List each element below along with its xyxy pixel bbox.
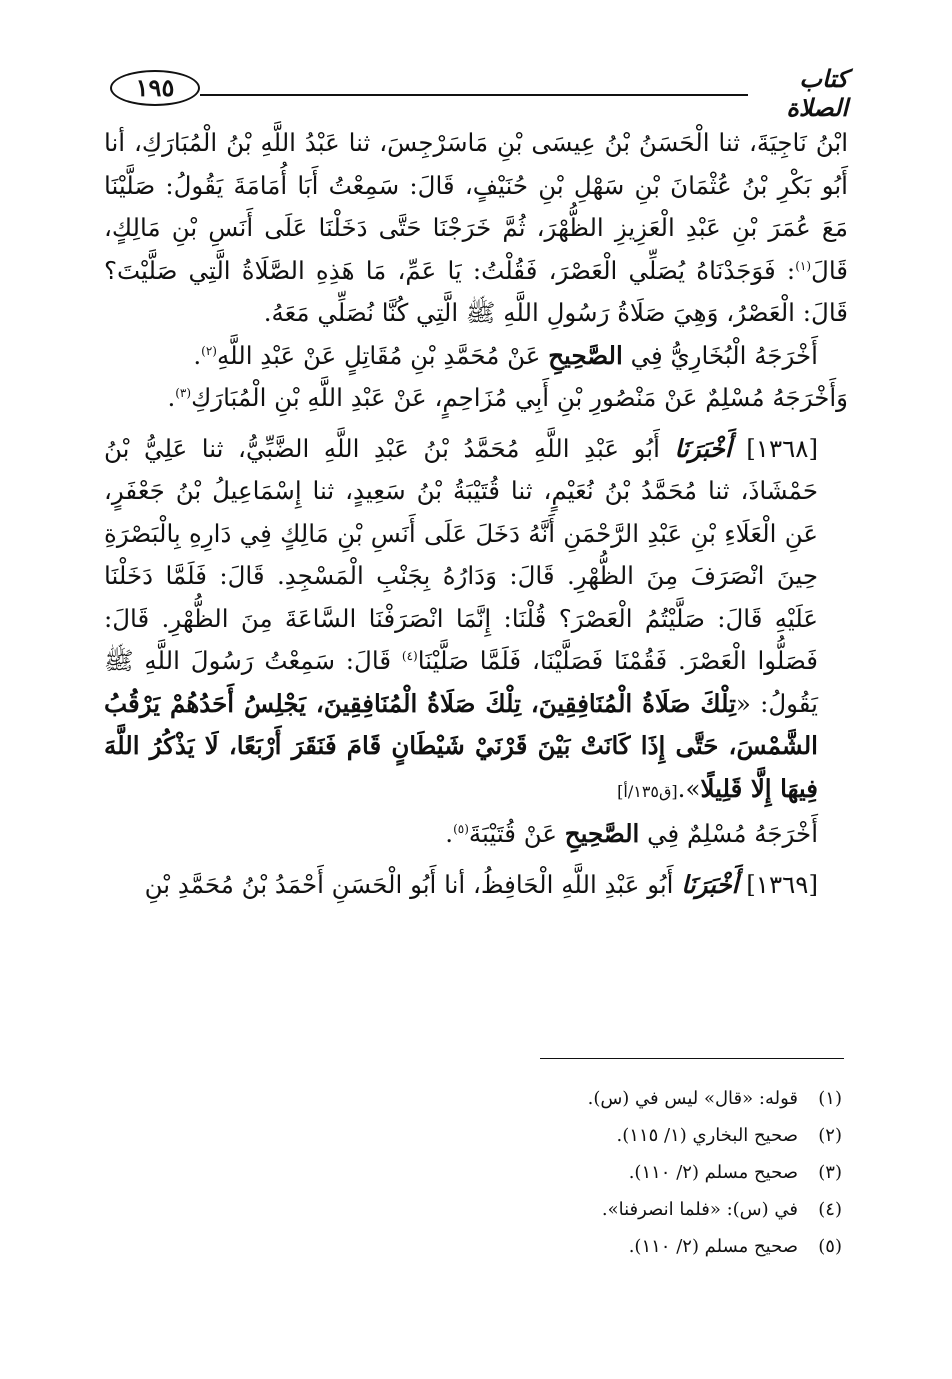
footnote-ref-5[interactable]: (٥): [453, 821, 469, 836]
footnote-4: (٤)في (س): «فلما انصرفنا».: [601, 1199, 842, 1220]
akhbarana-label: أَخْبَرَنَا: [681, 869, 739, 899]
takhrij-muslim: وَأَخْرَجَهُ مُسْلِمٌ عَنْ مَنْصُورِ بْنِ أَبِي مُزَاحِمٍ، عَنْ عَبْدِ اللَّهِ بْنِ الْمُبَارَكِ$^{(٣)}$.: [167, 383, 848, 412]
sahih-title: الصَّحِيحِ: [548, 340, 623, 370]
paragraph-isnad-1: ابْنُ نَاجِيَةَ، ثنا الْحَسَنُ بْنُ عِيسَى بْنِ مَاسَرْجِسَ، ثنا عَبْدُ اللَّهِ بْنُ الْمُبَارَكِ، أنا أَبُو بَكْرِ بْنُ عُثْمَانَ بْنِ سَهْلِ بْنِ حُنَيْفٍ، قَالَ: سَمِعْتُ أَبَا أُمَامَةَ يَقُولُ: صَلَّيْنَا مَعَ عُمَرَ بْنِ عَبْدِ الْعَزِيزِ الظُّهْرَ، ثُمَّ خَرَجْنَا حَتَّى دَخَلْنَا عَلَى أَنَسِ بْنِ مَالِكٍ، قَالَ$^{(١)}$: فَوَجَدْنَاهُ يُصَلِّي الْعَصْرَ، فَقُلْتُ: يَا عَمِّ، مَا هَذِهِ الصَّلَاةُ الَّتِي صَلَّيْتَ؟ قَالَ: الْعَصْرُ، وَهِيَ صَلَاةُ رَسُولِ اللَّهِ ﷺ الَّتِي كُنَّا نُصَلِّي مَعَهُ.: [104, 128, 848, 327]
footnote-ref-1[interactable]: (١): [795, 258, 812, 273]
hadith-number: [١٣٦٨]: [746, 433, 818, 463]
page-header: [100, 64, 848, 122]
header-rule: [200, 94, 748, 96]
prophetic-quote: تِلْكَ صَلَاةُ الْمُنَافِقِينَ، تِلْكَ صَلَاةُ الْمُنَافِقِينَ، يَجْلِسُ أَحَدُهُمْ يَرْقُبُ الشَّمْسَ، حَتَّى إِذَا كَانَتْ بَيْنَ قَرْنَيْ شَيْطَانٍ قَامَ فَنَقَرَ أَرْبَعًا، لَا يَذْكُرُ اللَّهَ فِيهَا إِلَّا قَلِيلًا: [104, 688, 818, 803]
hadith-number: [١٣٦٩]: [746, 869, 818, 899]
footnote-3: (٣)صحيح مسلم (٢/ ١١٠).: [628, 1162, 842, 1183]
footnote-5: (٥)صحيح مسلم (٢/ ١١٠).: [628, 1236, 842, 1257]
manuscript-folio-marker: [ق١٣٥/أ]: [617, 781, 678, 801]
akhbarana-label: أَخْبَرَنَا: [674, 433, 732, 463]
running-head-title: كتاب الصلاة: [786, 64, 848, 122]
footnotes: [402, 1080, 842, 1265]
footnote-2: (٢)صحيح البخاري (١/ ١١٥).: [616, 1125, 842, 1146]
takhrij-bukhari: أَخْرَجَهُ الْبُخَارِيُّ فِي الصَّحِيحِ عَنْ مُحَمَّدِ بْنِ مُقَاتِلٍ عَنْ عَبْدِ اللَّهِ$^{(٢)}$.: [193, 340, 818, 370]
sahih-title: الصَّحِيحِ: [564, 819, 640, 848]
hadith-1369: [١٣٦٩] أَخْبَرَنَا أَبُو عَبْدِ اللَّهِ الْحَافِظُ، أنا أَبُو الْحَسَنِ أَحْمَدُ بْنُ مُحَمَّدِ بْنِ: [144, 869, 818, 899]
takhrij-muslim-2: أَخْرَجَهُ مُسْلِمٌ فِي الصَّحِيحِ عَنْ قُتَيْبَةَ$^{(٥)}$.: [445, 819, 818, 848]
footnote-ref-2[interactable]: (٢): [201, 343, 217, 358]
footnote-1: (١)قوله: «قال» ليس في (س).: [587, 1088, 842, 1109]
page-number: ١٩٥: [110, 70, 200, 106]
main-text: [104, 122, 848, 906]
footnote-ref-3[interactable]: (٣): [175, 385, 192, 400]
hadith-1368: [١٣٦٨] أَخْبَرَنَا أَبُو عَبْدِ اللَّهِ مُحَمَّدُ بْنُ عَبْدِ اللَّهِ الضَّبِّيُّ، ثنا عَلِيُّ بْنُ حَمْشَاذَ، ثنا مُحَمَّدُ بْنُ نُعَيْمٍ، ثنا قُتَيْبَةُ بْنُ سَعِيدٍ، ثنا إِسْمَاعِيلُ بْنُ جَعْفَرٍ، عَنِ الْعَلَاءِ بْنِ عَبْدِ الرَّحْمَنِ أَنَّهُ دَخَلَ عَلَى أَنَسِ بْنِ مَالِكٍ فِي دَارِهِ بِالْبَصْرَةِ حِينَ انْصَرَفَ مِنَ الظُّهْرِ. قَالَ: وَدَارُهُ بِجَنْبِ الْمَسْجِدِ. قَالَ: فَلَمَّا دَخَلْنَا عَلَيْهِ قَالَ: صَلَّيْتُمُ الْعَصْرَ؟ قُلْنَا: إِنَّمَا انْصَرَفْنَا السَّاعَةَ مِنَ الظُّهْرِ. قَالَ: فَصَلُّوا الْعَصْرَ. فَقُمْنَا فَصَلَّيْنَا، فَلَمَّا صَلَّيْنَا$^{(٤)}$ قَالَ: سَمِعْتُ رَسُولَ اللَّهِ ﷺ يَقُولُ: «تِلْكَ صَلَاةُ الْمُنَافِقِينَ، تِلْكَ صَلَاةُ الْمُنَافِقِينَ، يَجْلِسُ أَحَدُهُمْ يَرْقُبُ الشَّمْسَ، حَتَّى إِذَا كَانَتْ بَيْنَ قَرْنَيْ شَيْطَانٍ قَامَ فَنَقَرَ أَرْبَعًا، لَا يَذْكُرُ اللَّهَ فِيهَا إِلَّا قَلِيلًا».[ق١٣٥/أ]: [104, 433, 819, 803]
footnote-separator: [540, 1058, 844, 1059]
footnote-ref-4[interactable]: (٤): [401, 648, 418, 663]
